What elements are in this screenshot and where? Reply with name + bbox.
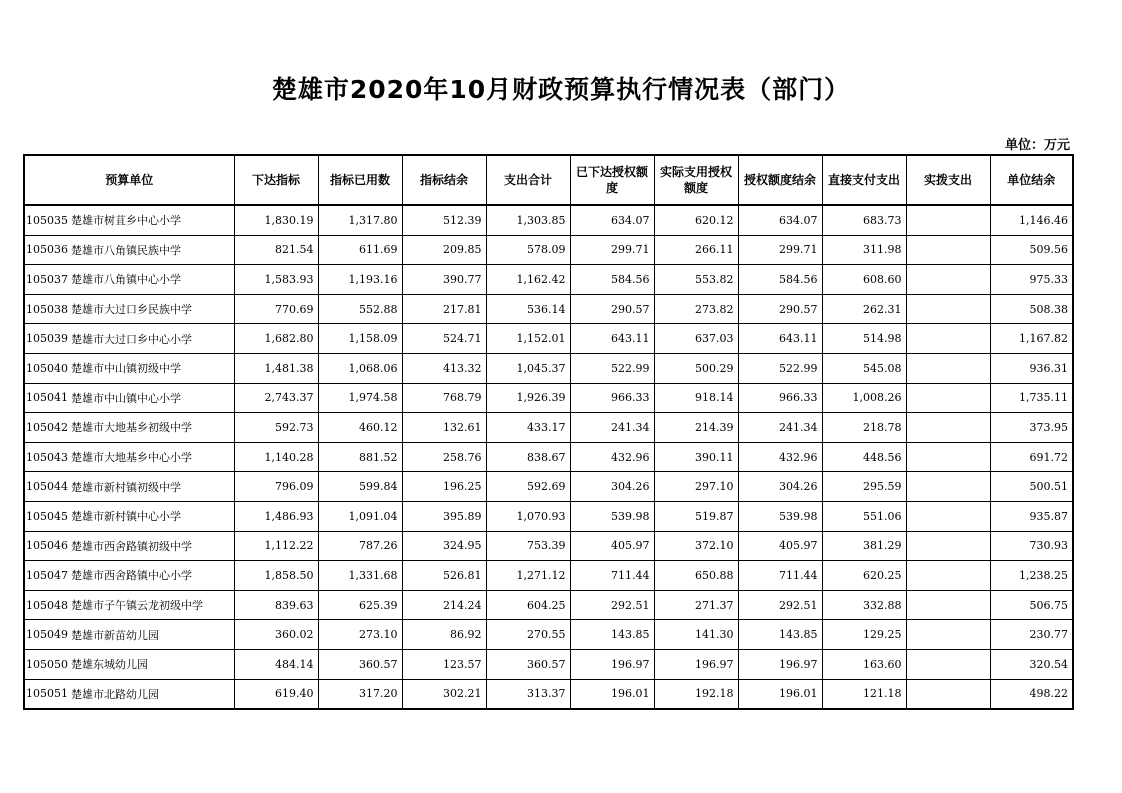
header-row <box>24 155 1073 205</box>
cell-unit-code: 105046 <box>24 531 70 561</box>
table-row <box>24 501 1073 531</box>
cell-authorized-amount-balance: 196.97 <box>738 649 822 679</box>
budget-table <box>23 154 1074 710</box>
cell-authorized-amount-used: 553.82 <box>654 265 738 295</box>
cell-authorized-amount-issued: 196.01 <box>570 679 654 709</box>
cell-issued-quota: 619.40 <box>234 679 318 709</box>
cell-direct-payment: 608.60 <box>822 265 906 295</box>
cell-authorized-amount-used: 196.97 <box>654 649 738 679</box>
cell-direct-payment: 683.73 <box>822 205 906 235</box>
cell-authorized-amount-used: 650.88 <box>654 561 738 591</box>
cell-quota-balance: 395.89 <box>402 501 486 531</box>
cell-unit-code: 105042 <box>24 413 70 443</box>
header-actual-allocation: 实拨支出 <box>906 155 990 205</box>
cell-unit-name: 楚雄市树苴乡中心小学 <box>70 205 234 235</box>
table-row <box>24 353 1073 383</box>
table-row <box>24 649 1073 679</box>
cell-quota-used: 460.12 <box>318 413 402 443</box>
table-row <box>24 265 1073 295</box>
cell-authorized-amount-balance: 405.97 <box>738 531 822 561</box>
cell-unit-code: 105050 <box>24 649 70 679</box>
cell-actual-allocation <box>906 294 990 324</box>
cell-authorized-amount-balance: 304.26 <box>738 472 822 502</box>
cell-actual-allocation <box>906 324 990 354</box>
cell-authorized-amount-balance: 643.11 <box>738 324 822 354</box>
cell-unit-name: 楚雄东城幼儿园 <box>70 649 234 679</box>
cell-actual-allocation <box>906 413 990 443</box>
cell-unit-name: 楚雄市大过口乡中心小学 <box>70 324 234 354</box>
cell-unit-name: 楚雄市八角镇民族中学 <box>70 235 234 265</box>
cell-issued-quota: 1,140.28 <box>234 442 318 472</box>
cell-quota-balance: 413.32 <box>402 353 486 383</box>
cell-unit-code: 105047 <box>24 561 70 591</box>
header-authorized-amount-issued: 已下达授权额度 <box>570 155 654 205</box>
cell-quota-balance: 390.77 <box>402 265 486 295</box>
cell-unit-code: 105048 <box>24 590 70 620</box>
cell-actual-allocation <box>906 383 990 413</box>
cell-unit-balance: 975.33 <box>990 265 1073 295</box>
cell-unit-name: 楚雄市新苗幼儿园 <box>70 620 234 650</box>
cell-total-expenditure: 360.57 <box>486 649 570 679</box>
cell-direct-payment: 551.06 <box>822 501 906 531</box>
cell-direct-payment: 163.60 <box>822 649 906 679</box>
cell-total-expenditure: 838.67 <box>486 442 570 472</box>
cell-direct-payment: 218.78 <box>822 413 906 443</box>
cell-authorized-amount-balance: 241.34 <box>738 413 822 443</box>
cell-quota-balance: 196.25 <box>402 472 486 502</box>
cell-direct-payment: 295.59 <box>822 472 906 502</box>
cell-actual-allocation <box>906 353 990 383</box>
cell-issued-quota: 1,486.93 <box>234 501 318 531</box>
header-direct-payment: 直接支付支出 <box>822 155 906 205</box>
table-row <box>24 531 1073 561</box>
cell-unit-name: 楚雄市中山镇初级中学 <box>70 353 234 383</box>
cell-unit-code: 105036 <box>24 235 70 265</box>
cell-unit-name: 楚雄市新村镇中心小学 <box>70 501 234 531</box>
cell-quota-used: 1,317.80 <box>318 205 402 235</box>
table-row <box>24 442 1073 472</box>
cell-actual-allocation <box>906 590 990 620</box>
cell-unit-code: 105049 <box>24 620 70 650</box>
cell-total-expenditure: 1,152.01 <box>486 324 570 354</box>
cell-authorized-amount-balance: 196.01 <box>738 679 822 709</box>
cell-quota-used: 273.10 <box>318 620 402 650</box>
cell-issued-quota: 1,682.80 <box>234 324 318 354</box>
cell-issued-quota: 1,830.19 <box>234 205 318 235</box>
cell-unit-code: 105037 <box>24 265 70 295</box>
cell-issued-quota: 1,858.50 <box>234 561 318 591</box>
cell-authorized-amount-issued: 304.26 <box>570 472 654 502</box>
cell-actual-allocation <box>906 649 990 679</box>
cell-authorized-amount-used: 637.03 <box>654 324 738 354</box>
cell-authorized-amount-used: 266.11 <box>654 235 738 265</box>
cell-authorized-amount-issued: 405.97 <box>570 531 654 561</box>
header-unit-balance: 单位结余 <box>990 155 1073 205</box>
cell-actual-allocation <box>906 501 990 531</box>
cell-issued-quota: 2,743.37 <box>234 383 318 413</box>
cell-unit-name: 楚雄市西舍路镇中心小学 <box>70 561 234 591</box>
cell-authorized-amount-used: 214.39 <box>654 413 738 443</box>
cell-direct-payment: 129.25 <box>822 620 906 650</box>
header-authorized-amount-used: 实际支用授权额度 <box>654 155 738 205</box>
table-row <box>24 679 1073 709</box>
table-row <box>24 413 1073 443</box>
cell-unit-code: 105038 <box>24 294 70 324</box>
cell-issued-quota: 1,583.93 <box>234 265 318 295</box>
cell-quota-used: 317.20 <box>318 679 402 709</box>
cell-quota-balance: 768.79 <box>402 383 486 413</box>
cell-authorized-amount-used: 372.10 <box>654 531 738 561</box>
cell-direct-payment: 332.88 <box>822 590 906 620</box>
header-quota-used: 指标已用数 <box>318 155 402 205</box>
cell-total-expenditure: 313.37 <box>486 679 570 709</box>
cell-authorized-amount-used: 192.18 <box>654 679 738 709</box>
cell-unit-name: 楚雄市西舍路镇初级中学 <box>70 531 234 561</box>
cell-authorized-amount-balance: 292.51 <box>738 590 822 620</box>
cell-authorized-amount-issued: 292.51 <box>570 590 654 620</box>
cell-authorized-amount-issued: 299.71 <box>570 235 654 265</box>
cell-quota-balance: 123.57 <box>402 649 486 679</box>
cell-total-expenditure: 604.25 <box>486 590 570 620</box>
cell-unit-name: 楚雄市大地基乡初级中学 <box>70 413 234 443</box>
cell-quota-used: 881.52 <box>318 442 402 472</box>
cell-unit-balance: 373.95 <box>990 413 1073 443</box>
cell-unit-code: 105040 <box>24 353 70 383</box>
cell-unit-balance: 500.51 <box>990 472 1073 502</box>
cell-actual-allocation <box>906 265 990 295</box>
cell-authorized-amount-issued: 643.11 <box>570 324 654 354</box>
cell-actual-allocation <box>906 235 990 265</box>
cell-unit-balance: 1,146.46 <box>990 205 1073 235</box>
cell-quota-balance: 214.24 <box>402 590 486 620</box>
cell-unit-balance: 230.77 <box>990 620 1073 650</box>
cell-direct-payment: 311.98 <box>822 235 906 265</box>
cell-authorized-amount-balance: 432.96 <box>738 442 822 472</box>
cell-issued-quota: 1,481.38 <box>234 353 318 383</box>
cell-unit-balance: 691.72 <box>990 442 1073 472</box>
cell-unit-name: 楚雄市新村镇初级中学 <box>70 472 234 502</box>
cell-quota-used: 1,331.68 <box>318 561 402 591</box>
cell-authorized-amount-issued: 241.34 <box>570 413 654 443</box>
cell-unit-name: 楚雄市北路幼儿园 <box>70 679 234 709</box>
cell-issued-quota: 484.14 <box>234 649 318 679</box>
header-authorized-amount-balance: 授权额度结余 <box>738 155 822 205</box>
cell-total-expenditure: 1,070.93 <box>486 501 570 531</box>
cell-actual-allocation <box>906 679 990 709</box>
page-title: 楚雄市2020年10月财政预算执行情况表（部门） <box>271 75 851 104</box>
cell-unit-balance: 730.93 <box>990 531 1073 561</box>
cell-authorized-amount-issued: 634.07 <box>570 205 654 235</box>
cell-authorized-amount-used: 500.29 <box>654 353 738 383</box>
cell-total-expenditure: 270.55 <box>486 620 570 650</box>
cell-actual-allocation <box>906 531 990 561</box>
cell-quota-balance: 217.81 <box>402 294 486 324</box>
cell-quota-balance: 209.85 <box>402 235 486 265</box>
cell-direct-payment: 514.98 <box>822 324 906 354</box>
header-quota-balance: 指标结余 <box>402 155 486 205</box>
cell-authorized-amount-balance: 539.98 <box>738 501 822 531</box>
cell-authorized-amount-used: 297.10 <box>654 472 738 502</box>
cell-unit-code: 105045 <box>24 501 70 531</box>
cell-unit-name: 楚雄市子午镇云龙初级中学 <box>70 590 234 620</box>
cell-issued-quota: 821.54 <box>234 235 318 265</box>
cell-unit-name: 楚雄市大过口乡民族中学 <box>70 294 234 324</box>
cell-actual-allocation <box>906 561 990 591</box>
cell-authorized-amount-balance: 711.44 <box>738 561 822 591</box>
cell-unit-balance: 936.31 <box>990 353 1073 383</box>
cell-authorized-amount-balance: 290.57 <box>738 294 822 324</box>
cell-authorized-amount-issued: 711.44 <box>570 561 654 591</box>
cell-direct-payment: 448.56 <box>822 442 906 472</box>
cell-actual-allocation <box>906 620 990 650</box>
cell-authorized-amount-issued: 196.97 <box>570 649 654 679</box>
cell-unit-balance: 1,735.11 <box>990 383 1073 413</box>
cell-authorized-amount-used: 141.30 <box>654 620 738 650</box>
cell-quota-balance: 132.61 <box>402 413 486 443</box>
table-row <box>24 324 1073 354</box>
cell-direct-payment: 121.18 <box>822 679 906 709</box>
cell-quota-balance: 324.95 <box>402 531 486 561</box>
cell-quota-used: 599.84 <box>318 472 402 502</box>
cell-unit-balance: 1,238.25 <box>990 561 1073 591</box>
table-row <box>24 383 1073 413</box>
cell-issued-quota: 1,112.22 <box>234 531 318 561</box>
cell-quota-balance: 86.92 <box>402 620 486 650</box>
cell-authorized-amount-used: 271.37 <box>654 590 738 620</box>
cell-authorized-amount-used: 273.82 <box>654 294 738 324</box>
cell-unit-name: 楚雄市八角镇中心小学 <box>70 265 234 295</box>
cell-unit-balance: 508.38 <box>990 294 1073 324</box>
table-row <box>24 590 1073 620</box>
cell-total-expenditure: 1,162.42 <box>486 265 570 295</box>
cell-quota-used: 611.69 <box>318 235 402 265</box>
cell-authorized-amount-balance: 522.99 <box>738 353 822 383</box>
cell-unit-code: 105039 <box>24 324 70 354</box>
cell-issued-quota: 592.73 <box>234 413 318 443</box>
table-row <box>24 561 1073 591</box>
header-total-expenditure: 支出合计 <box>486 155 570 205</box>
cell-quota-used: 1,193.16 <box>318 265 402 295</box>
cell-quota-used: 1,068.06 <box>318 353 402 383</box>
cell-direct-payment: 620.25 <box>822 561 906 591</box>
header-budget-unit: 预算单位 <box>24 155 234 205</box>
cell-quota-used: 625.39 <box>318 590 402 620</box>
cell-unit-name: 楚雄市中山镇中心小学 <box>70 383 234 413</box>
cell-total-expenditure: 753.39 <box>486 531 570 561</box>
cell-authorized-amount-issued: 290.57 <box>570 294 654 324</box>
cell-unit-code: 105043 <box>24 442 70 472</box>
cell-total-expenditure: 1,303.85 <box>486 205 570 235</box>
cell-direct-payment: 262.31 <box>822 294 906 324</box>
cell-authorized-amount-balance: 634.07 <box>738 205 822 235</box>
cell-unit-code: 105041 <box>24 383 70 413</box>
cell-unit-code: 105035 <box>24 205 70 235</box>
cell-quota-balance: 524.71 <box>402 324 486 354</box>
cell-issued-quota: 839.63 <box>234 590 318 620</box>
cell-issued-quota: 360.02 <box>234 620 318 650</box>
table-header <box>24 155 1073 205</box>
unit-label: 单位：万元 <box>1004 138 1070 153</box>
cell-quota-balance: 512.39 <box>402 205 486 235</box>
cell-total-expenditure: 536.14 <box>486 294 570 324</box>
cell-authorized-amount-used: 620.12 <box>654 205 738 235</box>
table-row <box>24 205 1073 235</box>
cell-quota-used: 360.57 <box>318 649 402 679</box>
cell-direct-payment: 545.08 <box>822 353 906 383</box>
cell-unit-balance: 1,167.82 <box>990 324 1073 354</box>
cell-total-expenditure: 578.09 <box>486 235 570 265</box>
cell-total-expenditure: 1,926.39 <box>486 383 570 413</box>
cell-issued-quota: 796.09 <box>234 472 318 502</box>
cell-total-expenditure: 433.17 <box>486 413 570 443</box>
cell-unit-balance: 320.54 <box>990 649 1073 679</box>
cell-authorized-amount-balance: 584.56 <box>738 265 822 295</box>
cell-unit-balance: 506.75 <box>990 590 1073 620</box>
cell-authorized-amount-issued: 966.33 <box>570 383 654 413</box>
table-row <box>24 235 1073 265</box>
cell-direct-payment: 381.29 <box>822 531 906 561</box>
cell-unit-code: 105051 <box>24 679 70 709</box>
cell-quota-balance: 526.81 <box>402 561 486 591</box>
cell-authorized-amount-balance: 143.85 <box>738 620 822 650</box>
cell-unit-code: 105044 <box>24 472 70 502</box>
cell-authorized-amount-issued: 432.96 <box>570 442 654 472</box>
cell-quota-used: 787.26 <box>318 531 402 561</box>
header-issued-quota: 下达指标 <box>234 155 318 205</box>
cell-unit-name: 楚雄市大地基乡中心小学 <box>70 442 234 472</box>
cell-issued-quota: 770.69 <box>234 294 318 324</box>
cell-actual-allocation <box>906 205 990 235</box>
cell-authorized-amount-issued: 539.98 <box>570 501 654 531</box>
cell-authorized-amount-issued: 522.99 <box>570 353 654 383</box>
cell-total-expenditure: 1,045.37 <box>486 353 570 383</box>
cell-actual-allocation <box>906 472 990 502</box>
cell-actual-allocation <box>906 442 990 472</box>
cell-authorized-amount-used: 390.11 <box>654 442 738 472</box>
table-body <box>24 205 1073 709</box>
cell-quota-used: 1,974.58 <box>318 383 402 413</box>
cell-authorized-amount-issued: 143.85 <box>570 620 654 650</box>
cell-total-expenditure: 1,271.12 <box>486 561 570 591</box>
cell-authorized-amount-used: 519.87 <box>654 501 738 531</box>
cell-quota-used: 552.88 <box>318 294 402 324</box>
cell-quota-balance: 302.21 <box>402 679 486 709</box>
cell-quota-used: 1,158.09 <box>318 324 402 354</box>
cell-authorized-amount-used: 918.14 <box>654 383 738 413</box>
cell-quota-used: 1,091.04 <box>318 501 402 531</box>
cell-authorized-amount-balance: 299.71 <box>738 235 822 265</box>
table-row <box>24 294 1073 324</box>
cell-total-expenditure: 592.69 <box>486 472 570 502</box>
table-row <box>24 620 1073 650</box>
cell-authorized-amount-issued: 584.56 <box>570 265 654 295</box>
cell-unit-balance: 935.87 <box>990 501 1073 531</box>
cell-authorized-amount-balance: 966.33 <box>738 383 822 413</box>
cell-unit-balance: 509.56 <box>990 235 1073 265</box>
table-row <box>24 472 1073 502</box>
cell-unit-balance: 498.22 <box>990 679 1073 709</box>
cell-quota-balance: 258.76 <box>402 442 486 472</box>
cell-direct-payment: 1,008.26 <box>822 383 906 413</box>
